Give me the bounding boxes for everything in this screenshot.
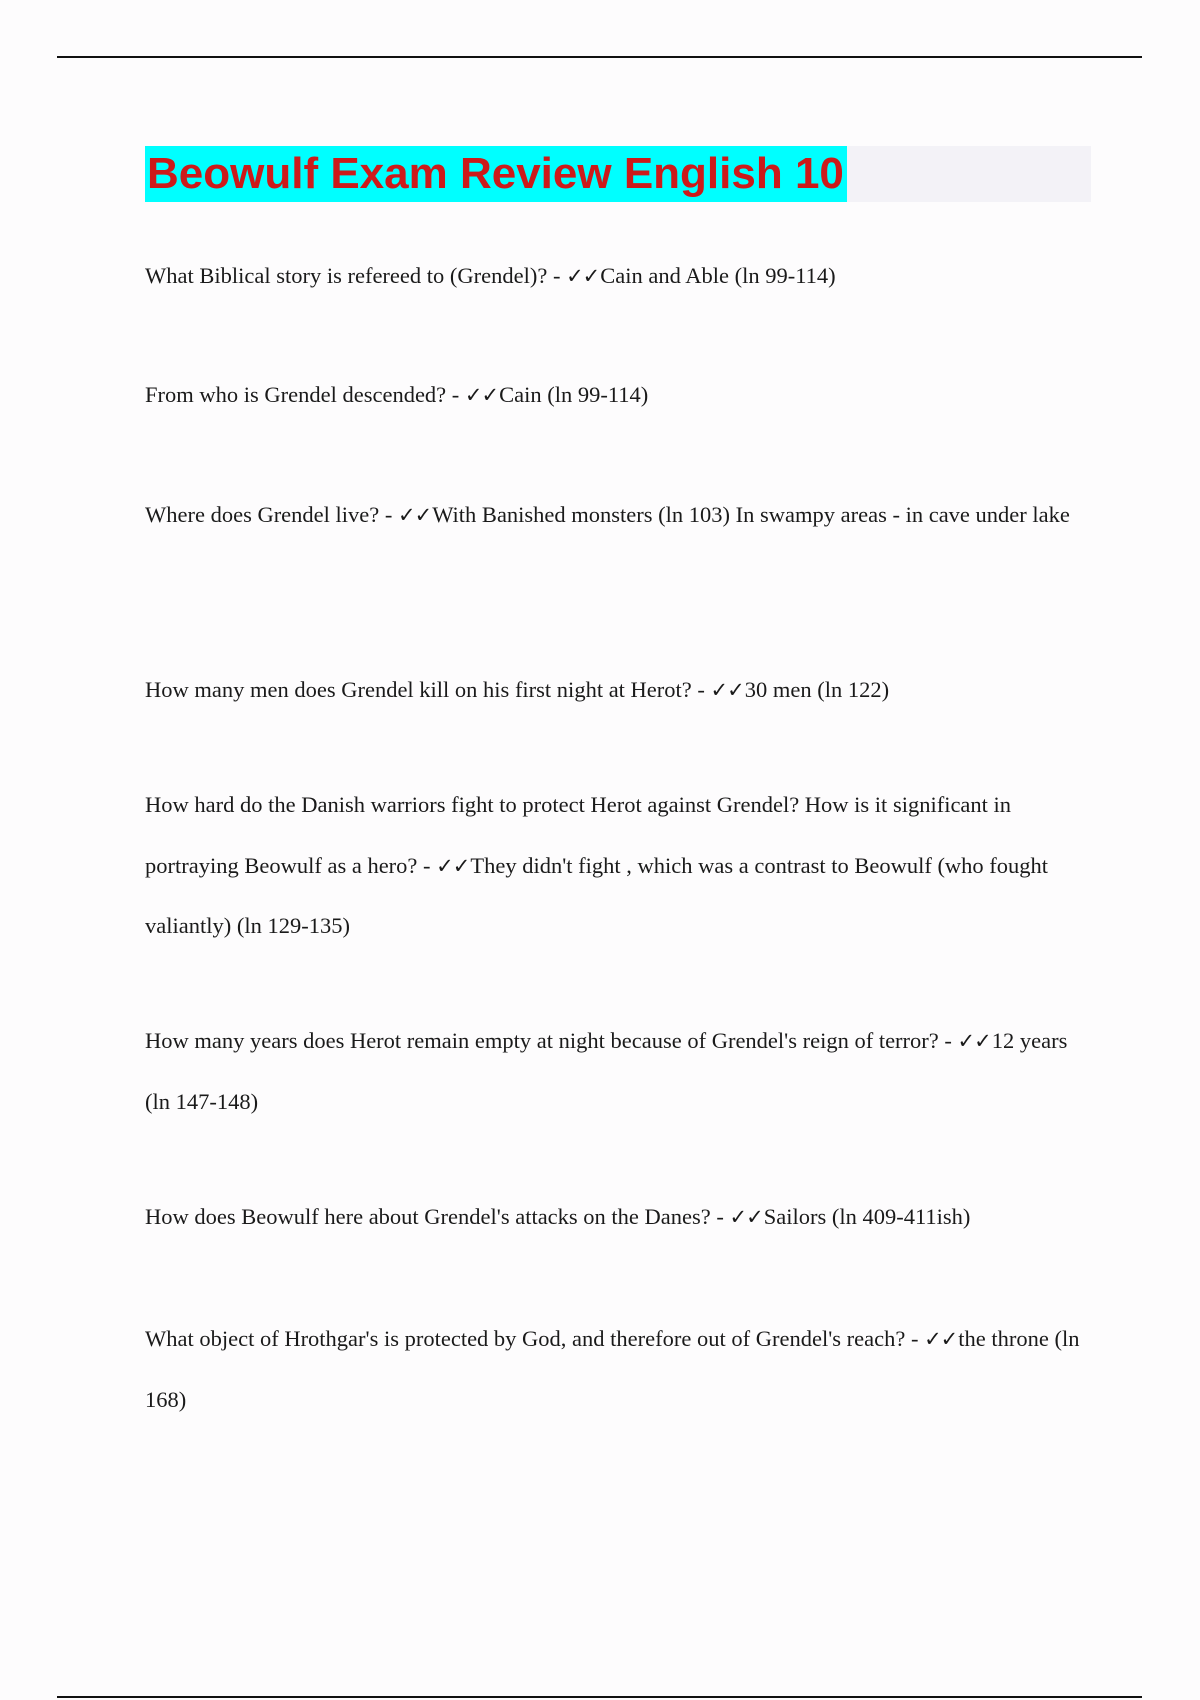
qa-item-3 xyxy=(145,485,1095,546)
top-rule xyxy=(57,56,1142,58)
page-title: Beowulf Exam Review English 10 xyxy=(145,146,847,202)
question-text: How many years does Herot remain empty at night because of Grendel's reign of terror? - xyxy=(145,1028,958,1053)
question-text: What object of Hrothgar's is protected by God, and therefore out of Grendel's reach? - xyxy=(145,1326,925,1351)
qa-item-4 xyxy=(145,660,1095,721)
double-check-icon: ✓✓ xyxy=(566,264,600,288)
answer-text: 30 men (ln 122) xyxy=(744,677,890,702)
answer-text: With Banished monsters (ln 103) In swampy areas - in cave under lake xyxy=(432,502,1070,527)
qa-item-7 xyxy=(145,1187,1095,1248)
answer-text: Sailors (ln 409-411ish) xyxy=(763,1204,971,1229)
qa-item-6 xyxy=(145,1011,1095,1132)
question-text: What Biblical story is refereed to (Grendel)? - xyxy=(145,263,567,288)
double-check-icon: ✓✓ xyxy=(729,1205,763,1229)
bottom-rule xyxy=(57,1696,1142,1698)
double-check-icon: ✓✓ xyxy=(436,853,470,878)
double-check-icon: ✓✓ xyxy=(924,1327,958,1351)
question-text: How does Beowulf here about Grendel's attacks on the Danes? - xyxy=(145,1204,730,1229)
answer-text: Cain (ln 99-114) xyxy=(499,382,649,407)
qa-item-8 xyxy=(145,1309,1095,1430)
question-text: Where does Grendel live? - xyxy=(145,502,399,527)
answer-text: Cain and Able (ln 99-114) xyxy=(600,263,836,288)
question-text: How many men does Grendel kill on his first night at Herot? - xyxy=(145,677,711,702)
answer-text: the throne (ln 168) xyxy=(145,1326,1080,1412)
question-text: How hard do the Danish warriors fight to protect Herot against Grendel? How is it significant in portraying Beowulf as a hero? - xyxy=(145,792,1012,878)
answer-text: 12 years (ln 147-148) xyxy=(145,1028,1068,1114)
qa-item-2 xyxy=(145,365,1095,426)
double-check-icon: ✓✓ xyxy=(464,383,499,407)
question-text: From who is Grendel descended? - xyxy=(145,382,465,407)
qa-item-1 xyxy=(145,246,1095,307)
double-check-icon: ✓✓ xyxy=(398,503,432,527)
double-check-icon: ✓✓ xyxy=(710,678,744,702)
answer-text: They didn't fight , which was a contrast to Beowulf (who fought valiantly) (ln 129-135) xyxy=(145,852,1049,938)
qa-item-5 xyxy=(145,775,1095,957)
double-check-icon: ✓✓ xyxy=(957,1029,991,1053)
